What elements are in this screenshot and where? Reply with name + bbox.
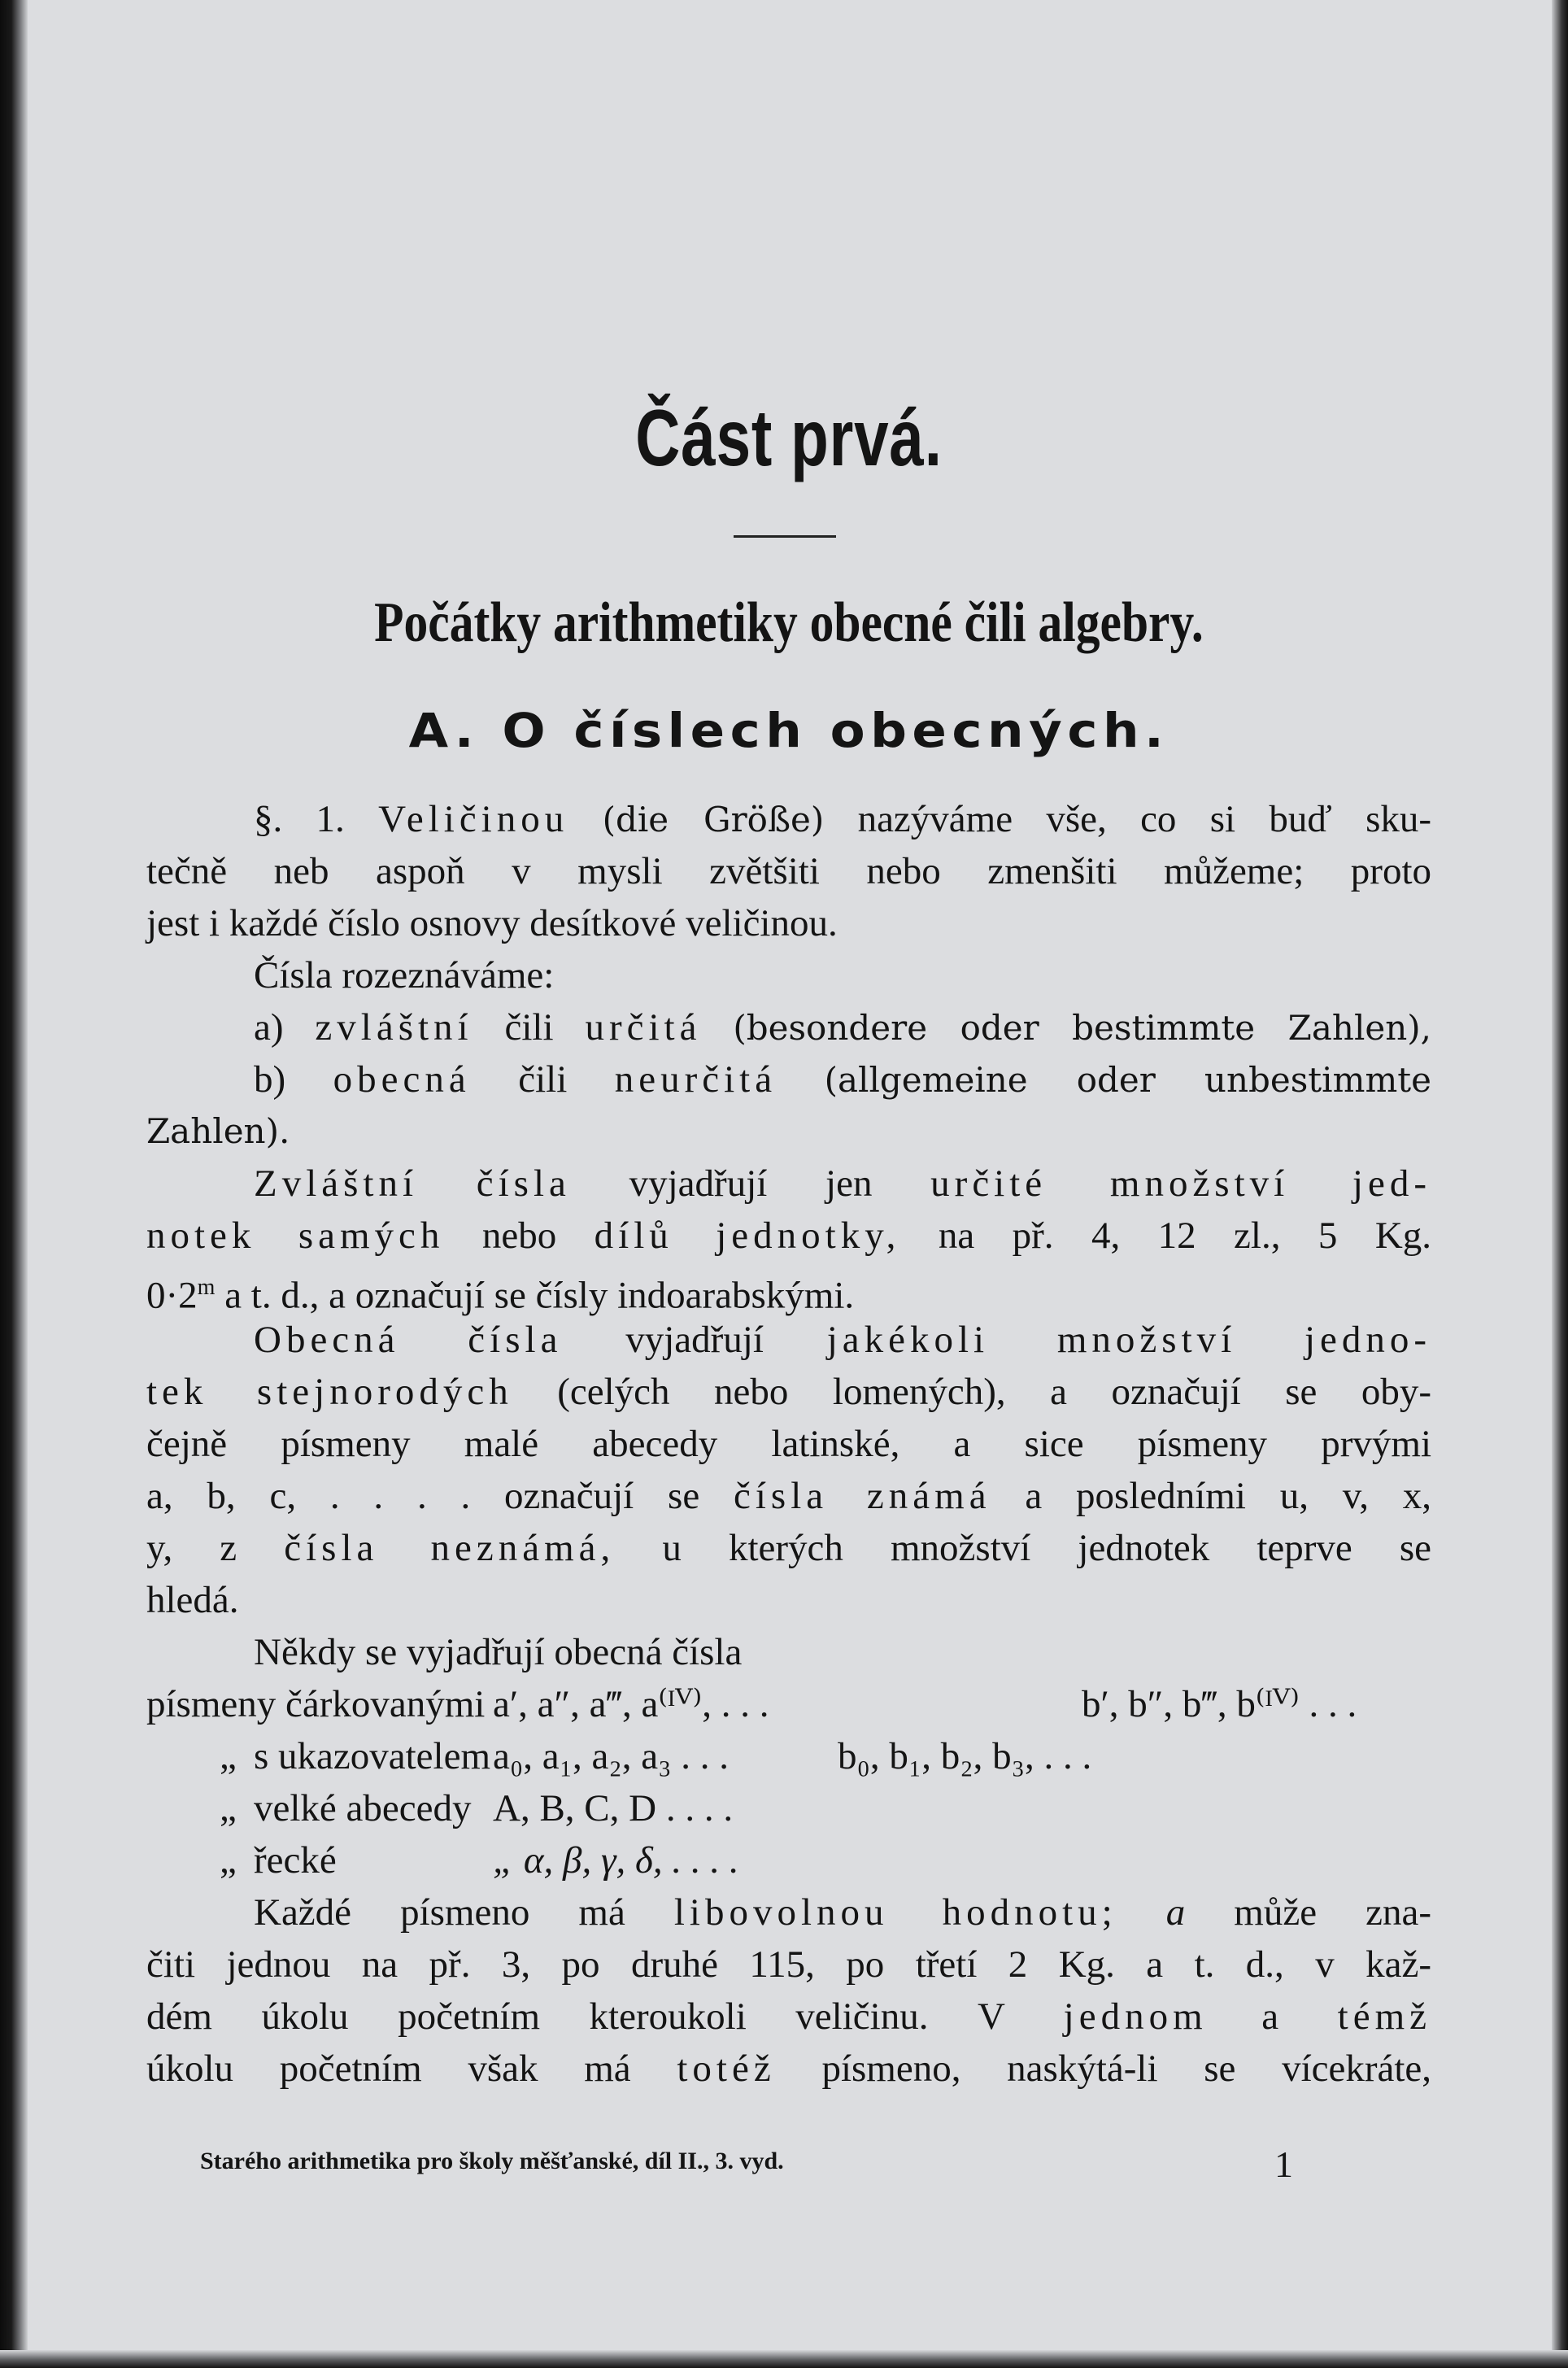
- notation-a: a₀, a₁, a₂, a₃ . . .: [493, 1735, 729, 1777]
- term: libovolnou hodnotu;: [673, 1891, 1117, 1934]
- scan-left-edge: [0, 0, 28, 2368]
- p6-line-2: čiti jednou na př. 3, po druhé 115, po třetí 2 Kg. a t. d., v kaž-: [146, 1943, 1431, 1986]
- p3-line-2: [146, 1210, 1431, 1262]
- term: čísla neznámá,: [284, 1527, 616, 1569]
- p2-item-b: [146, 1053, 1431, 1106]
- text: a t. d., a označují se čísly indoarabskými.: [215, 1274, 855, 1317]
- unit-superscript: m: [197, 1275, 216, 1300]
- p4-line-2: [146, 1366, 1431, 1418]
- term: Obecná čísla: [254, 1319, 563, 1361]
- ditto-mark: „: [220, 1839, 237, 1882]
- p6-line-1: [146, 1886, 1431, 1938]
- page-number: 1: [1274, 2143, 1293, 2185]
- text: na př. 4, 12 zl., 5 Kg.: [938, 1215, 1432, 1257]
- term: V jednom a témž: [978, 1995, 1431, 2038]
- p1-line-2: tečně neb aspoň v mysli zvětšiti nebo zmenšiti můžeme; proto: [146, 850, 1431, 892]
- notation-a: a′, a″, a‴, a⁽ᴵⱽ⁾, . . .: [493, 1683, 769, 1725]
- subtitle: Počátky arithmetiky obecné čili algebry.: [374, 591, 1204, 654]
- text: y, z: [146, 1527, 237, 1569]
- p4-line-3: čejně písmeny malé abecedy latinské, a sice písmeny prvými: [146, 1423, 1431, 1465]
- term: jakékoli množství jedno-: [826, 1319, 1432, 1361]
- text: u kterých množství jednotek teprve se: [662, 1527, 1432, 1569]
- notation-label: velké abecedy: [254, 1787, 472, 1829]
- section-heading: A. O číslech obecných.: [408, 703, 1169, 758]
- p2-item-a: [146, 1001, 1431, 1053]
- chapter-title: Část prvá.: [635, 393, 943, 482]
- p4-line-1: [146, 1314, 1431, 1366]
- text: (celých nebo lomených), a označují se oby-: [557, 1371, 1431, 1413]
- notation-a: A, B, C, D . . . .: [493, 1787, 734, 1829]
- text: může zna-: [1234, 1891, 1431, 1934]
- footer-source: Starého arithmetika pro školy měšťanské, díl II., 3. vyd.: [200, 2148, 784, 2174]
- p2-item-b-cont: Zahlen).: [146, 1111, 290, 1151]
- paragraph-number: §. 1.: [254, 798, 379, 840]
- term: obecná: [333, 1058, 471, 1101]
- term: notek samých: [146, 1215, 445, 1257]
- term-velicina: Veličinou: [378, 798, 569, 840]
- title-rule: [734, 535, 836, 538]
- notation-label: řecké: [254, 1839, 337, 1882]
- p2-line-1: Čísla rozeznáváme:: [254, 954, 555, 996]
- notation-b: b₀, b₁, b₂, b₃, . . .: [838, 1735, 1092, 1777]
- notation-row: [146, 1834, 1431, 1886]
- text: úkolu početním však má: [146, 2047, 631, 2090]
- notation-a: „ α, β, γ, δ, . . . .: [493, 1839, 739, 1882]
- text: čili: [504, 1006, 554, 1049]
- text: 0·2: [146, 1274, 198, 1317]
- p6-line-3: [146, 1991, 1431, 2043]
- p1-line-3: jest i každé číslo osnovy desítkové veličinou.: [146, 902, 838, 944]
- german-term: (allgemeine oder unbestimmte: [824, 1060, 1432, 1100]
- body-text: [146, 793, 1431, 2095]
- german-term: (die Größe): [602, 800, 825, 839]
- p4-line-6: hledá.: [146, 1579, 239, 1621]
- p6-line-4: [146, 2043, 1431, 2095]
- ditto-mark: „: [220, 1787, 237, 1829]
- text: nazýváme vše, co si buď sku-: [857, 798, 1432, 840]
- term: čísla: [476, 1162, 571, 1205]
- notation-row: [146, 1678, 1431, 1730]
- text: dém úkolu početním kteroukoli veličinu.: [146, 1995, 929, 2038]
- p5-line-1: Někdy se vyjadřují obecná čísla: [254, 1631, 743, 1673]
- german-term: (besondere oder bestimmte Zahlen),: [733, 1008, 1432, 1048]
- p4-line-5: [146, 1522, 1431, 1574]
- term: určitá: [585, 1006, 702, 1049]
- p4-line-4: [146, 1470, 1431, 1522]
- term: čísla známá: [734, 1475, 991, 1517]
- variable: a: [1165, 1891, 1186, 1934]
- scan-right-edge: [1552, 0, 1568, 2368]
- ditto-mark: „: [220, 1735, 237, 1777]
- item-marker: b): [254, 1058, 286, 1101]
- page-footer: [200, 2143, 1431, 2186]
- term: tek stejnorodých: [146, 1371, 513, 1413]
- item-marker: a): [254, 1006, 284, 1049]
- page: [146, 0, 1431, 2368]
- text: Každé písmeno má: [254, 1891, 625, 1934]
- notation-label: písmeny čárkovanými: [146, 1683, 486, 1725]
- term: totéž: [677, 2047, 776, 2090]
- term: zvláštní: [315, 1006, 473, 1049]
- text: vyjadřují: [625, 1319, 764, 1361]
- text: písmeno, naskýtá-li se vícekráte,: [821, 2047, 1432, 2090]
- text: vyjadřují jen: [629, 1162, 873, 1205]
- p3-line-3: [146, 1262, 1431, 1317]
- p1-line-1: [146, 793, 1431, 845]
- term: Zvláštní: [254, 1162, 419, 1205]
- term: neurčitá: [614, 1058, 777, 1101]
- notation-row: [146, 1730, 1431, 1782]
- notation-label: s ukazovatelem: [254, 1735, 491, 1777]
- p3-line-1: [146, 1158, 1431, 1210]
- notation-row: [146, 1782, 1431, 1834]
- term: určité množství jed-: [930, 1162, 1431, 1205]
- text: nebo: [481, 1215, 557, 1257]
- text: a, b, c, . . . . označují se: [146, 1475, 700, 1517]
- text: a posledními u, v, x,: [1025, 1475, 1432, 1517]
- notation-b: b′, b″, b‴, b⁽ᴵⱽ⁾ . . .: [1082, 1683, 1357, 1725]
- term: dílů jednotky,: [594, 1215, 901, 1257]
- text: čili: [518, 1058, 568, 1101]
